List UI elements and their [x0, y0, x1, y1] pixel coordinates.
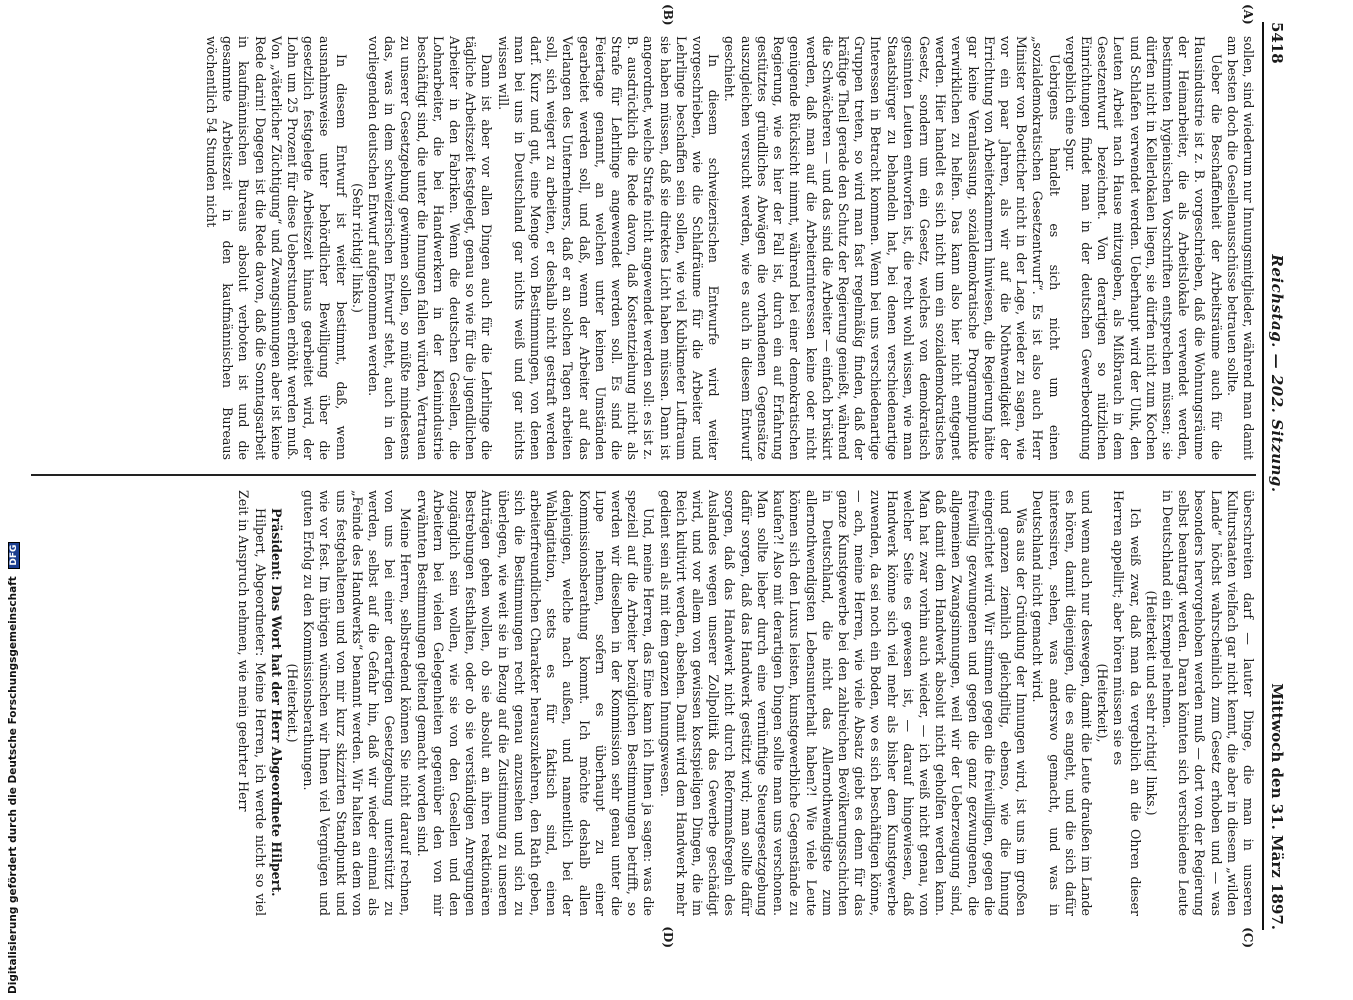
speaker-paragraph: Hilpert, Abgeordneter: Meine Herren, ich werde nicht so viel Zeit in Anspruch nehmen, wie mein geehrter Herr — [236, 490, 268, 916]
paragraph: Und, meine Herren, das Eine kann ich Ihnen ja sagen: was die speziell auf die Arbeiter bezüglichen Bestimmungen betrifft, so werden wir dieselben in der Kommission sehr genau unter die Lupe nehmen, sofern es überhaupt zu einer Kommissionsberathung kommt. Ich möchte deshalb allen denjenigen, welche nach außen, und namentlich bei der Wahlagitation, stets es für faktisch sind, einen arbeiterfreundlichen Charakter herauszukehren, den Rath geben, sich die Bestimmungen recht genau anzusehen und sich zu überlegen, wie weit sie in Bezug auf die Zustimmung zu unseren Anträgen gehen wollen, ob sie absolut an ihren reaktionären Bestrebungen festhalten, oder ob sie verständigen Anregungen zugänglich sein wollen, wie sie von den Gesellen und den Arbeitern bei vielen Gelegenheiten gegenüber den von mir erwähnten Bestimmungen geltend gemacht worden sind. — [414, 490, 657, 916]
page-title: Reichstag. — 202. Sitzung. — [1268, 254, 1286, 493]
paragraph: Was aus der Gründung der Innungen wird, ist uns im großen und ganzen ziemlich gleichgiltig, ebenso, wie die Innung eingerichtet wird. Wir stimmen gegen die freiwilligen, gegen die freiwillig gezwungenen und gegen die ganz gezwungenen, die allgemeinen Zwangsinnungen, weil wir der Ueberzeugung sind, daß damit dem Handwerk absolut nicht geholfen werden kann. Man hat zwar vorhin auch wieder, — ich weiß nicht genau, von welcher Seite es gewesen ist, — darauf hingewiesen, daß Handwerk könne sich viel mehr als bisher dem Kunstgewerbe zuwenden, da sei noch ein Boden, wo es sich beschäftigen könne, — ach, meine Herren, wie viele Absatz giebt es denn für das ganze Kunstgewerbe bei den zahlreichen Bevölkerungsschichten in Deutschland, die nicht das Allernothwendigste zum allernothwendigsten Lebensunterhalt haben?! Wie viele Leute können sich den Luxus leisten, kunstgewerbliche Gegenstände zu kaufen?! Also mit derartigen Dingen sollte man uns verschonen. Man sollte lieber durch eine vernünftige Steuergesetzgebung dafür sorgen, daß das Handwerk gestützt wird; man sollte dafür sorgen, daß das Handwerk nicht durch Reformmaßregeln des Auslandes wegen unserer Zollpolitik das Gewerbe geschädigt wird, und vor allem von gewissen kostspieligen Dingen, die im Reich kultivirt werden, absehen. Damit wird dem Handwerk mehr gedient sein als mit dem ganzen Innungswesen. — [657, 490, 1030, 916]
paragraph: Uebrigens handelt es sich nicht um einen „sozialdemokratischen Gesetzentwurf“. Es ist also auch Herr Minister von Boetticher nicht in der Lage, wieder zu sagen, wie vor ein paar Jahren, als wir auf die Nothwendigkeit der Errichtung von Arbeiterkammern hinwiesen, die Regierung hätte gar keine Veranlassung, sozialdemokratische Programmpunkte verwirklichen zu helfen. Das kann also hier nicht entgegnet werden. Hier handelt es sich nicht um ein sozialdemokratisches Gesetz, sondern um ein Gesetz, welches von demokratisch gesinnten Leuten entworfen ist, die recht wohl wissen, wie man Staatsbürger zu behandeln hat, bei denen verschiedenartige Interessen in Betracht kommen. Wenn bei uns verschiedenartige Gruppen treten, so wird man fast regelmäßig finden, daß der kräftige Theil gerade den Schutz der Regierung genießt, während die Schwächeren — und das sind die Arbeiter — einfach brüskirt werden, daß man auf die Arbeiterinteressen keine oder nicht genügende Rücksicht nimmt, während bei einer demokratischen Regierung, wie es hier der Fall ist, durch ein auf Erfahrung gestütztes gründliches Abwägen die vorhandenen Gegensätze auszugleichen versucht werden, wie es auch in diesem Entwurf geschieht. — [722, 36, 1062, 460]
paragraph: Dann ist aber vor allen Dingen auch für die Lehrlinge die tägliche Arbeitszeit festgelegt, genau so wie für die jugendlichen Arbeiter in den Fabriken. Wenn die deutschen Gesellen, die Lohnarbeiter, die bei Handwerkern in der Kleinindustrie beschäftigt sind, die unter die Innungen fallen würden, Vertrauen zu unserer Gesetzgebung gewinnen sollen, so müßte mindestens das, was in dem schweizerischen Entwurf steht, auch in den vorliegenden deutschen Entwurf aufgenommen werden. — [366, 36, 495, 460]
paragraph: Meine Herren, selbstredend können Sie nicht darauf rechnen, von uns bei einer derartigen Gesetzgebung unterstützt zu werden, selbst auf die Gefahr hin, daß wir wieder einmal als „Feinde des Handwerks“ benannt werden. Wir halten an dem von uns festgehaltenen und von mir kurz skizzirten Standpunkt und wie vor fest. Im übrigen wünschen wir Ihnen viel Vergnügen und guten Erfolg zu den Kommissionsberathungen. — [301, 490, 414, 916]
margin-mark-b: (B) — [661, 4, 675, 26]
margin-mark-a: (A) — [1241, 4, 1255, 25]
digitization-credit — [4, 4, 26, 994]
rotated-page — [8, 0, 1298, 952]
paragraph: Ueber die Beschaffenheit der Arbeitsräume auch für die Hausindustrie ist z. B. vorgeschrieben, daß die Wohnungsräume der Heimarbeiter, die als Arbeitslokale verwendet werden, bestimmten hygienischen Vorschriften entsprechen müssen; sie dürfen nicht in Kellerlokalen liegen, sie dürfen nicht zum Kochen und Schlafen verwendet werden. Ueberhaupt wird der Uluk, den Leuten Arbeit nach Hause mitzugeben, als Mißbrauch in dem Gesetzentwurf bezeichnet. Von derartigen so nützlichen Einrichtungen findet man in der deutschen Gewerbeordnung vergeblich eine Spur. — [1062, 36, 1224, 460]
text-columns — [31, 4, 1256, 948]
left-column — [31, 4, 1256, 476]
paragraph: sollen, sind wiederum nur Innungsmitglieder, während man damit am besten doch die Gesellenausschüsse betrauen sollte. — [1224, 36, 1256, 460]
dfg-logo: DFG — [8, 542, 20, 569]
page-header — [1262, 22, 1286, 930]
credit-text: Digitalisierung gefördert durch die Deutsche Forschungsgemeinschaft — [7, 576, 19, 994]
paragraph: In diesem Entwurf ist weiter bestimmt, daß, wenn ausnahmsweise unter behördlicher Bewilligung über die gesetzlich festgelegte Arbeitszeit hinaus gearbeitet wird, der Lohn um 25 Prozent für diese Ueberstunden erhöht werden muß. Von „väterlicher Züchtigung“ und Zwangsinnungen aber ist keine Rede darin! Dagegen ist die Rede davon, daß die Sonntagsarbeit in kaufmännischen Bureaus absolut verboten ist und die gesammte Arbeitszeit in den kaufmännischen Bureaus wöchentlich 54 Stunden nicht — [204, 36, 349, 460]
margin-mark-c: (C) — [1241, 927, 1255, 948]
page-number: 5418 — [1268, 22, 1286, 64]
paragraph: überschreiten darf — lauter Dinge, die man in unseren Kulturstaaten vielfach gar nicht kennt, die aber in diesem „wilden Lande“ höchst wahrscheinlich zum Gesetz erhoben und — was besonders hervorgehoben werden muß — dort von der Regierung selbst beantragt werden. Daran könnten sich verschiedene Leute in Deutschland ein Exempel nehmen. — [1159, 490, 1256, 916]
interjection: (Sehr richtig! links.) — [349, 183, 365, 313]
interjection: (Heiterkeit), — [1095, 663, 1111, 743]
paragraph: In diesem schweizerischen Entwurfe wird weiter vorgeschrieben, wie die Schlafräume für die Arbeiter und Lehrlinge beschaffen sein sollen, wie viel Kubikmeter Luftraum sie haben müssen, daß sie direktes Licht haben müssen. Dann ist angeordnet, welche Strafe nicht angewendet werden soll: es ist z. B. ausdrücklich die Rede davon, daß Kostentziehung nicht als Strafe für Lehrlinge angewendet werden soll. Es sind die Feiertage genannt, an welchen unter keinen Umständen gearbeitet werden soll, und daß, wenn der Arbeiter auf das Verlangen des Unternehmers, daß er an solchen Tagen arbeiten soll, sich weigert zu arbeiten, er deshalb nicht gestraft werden darf. Kurz und gut, eine Menge von Bestimmungen, von denen man bei uns in Deutschland gar nichts weiß und gar nichts wissen will. — [495, 36, 722, 460]
interjection: (Heiterkeit und sehr richtig! links.) — [1143, 590, 1159, 816]
margin-mark-d: (D) — [661, 926, 675, 948]
paragraph: und wenn auch nur deswegen, damit die Leute draußen im Lande es hören, damit diejenigen, die es angeht, und die sich dafür interessiren, sehen, was anderswo gemacht, und was in Deutschland nicht gemacht wird. — [1030, 490, 1094, 916]
interjection: (Heiterkeit.) — [285, 663, 301, 743]
speaker-paragraph: Präsident: Das Wort hat der Herr Abgeordnete Hilpert. — [268, 508, 284, 897]
paragraph: Ich weiß zwar, daß man da vergeblich an die Ohren dieser Herren appellirt; aber hören müssen sie es — [1111, 490, 1143, 916]
right-column — [31, 476, 1256, 948]
session-date: Mittwoch den 31. März 1897. — [1268, 683, 1286, 930]
